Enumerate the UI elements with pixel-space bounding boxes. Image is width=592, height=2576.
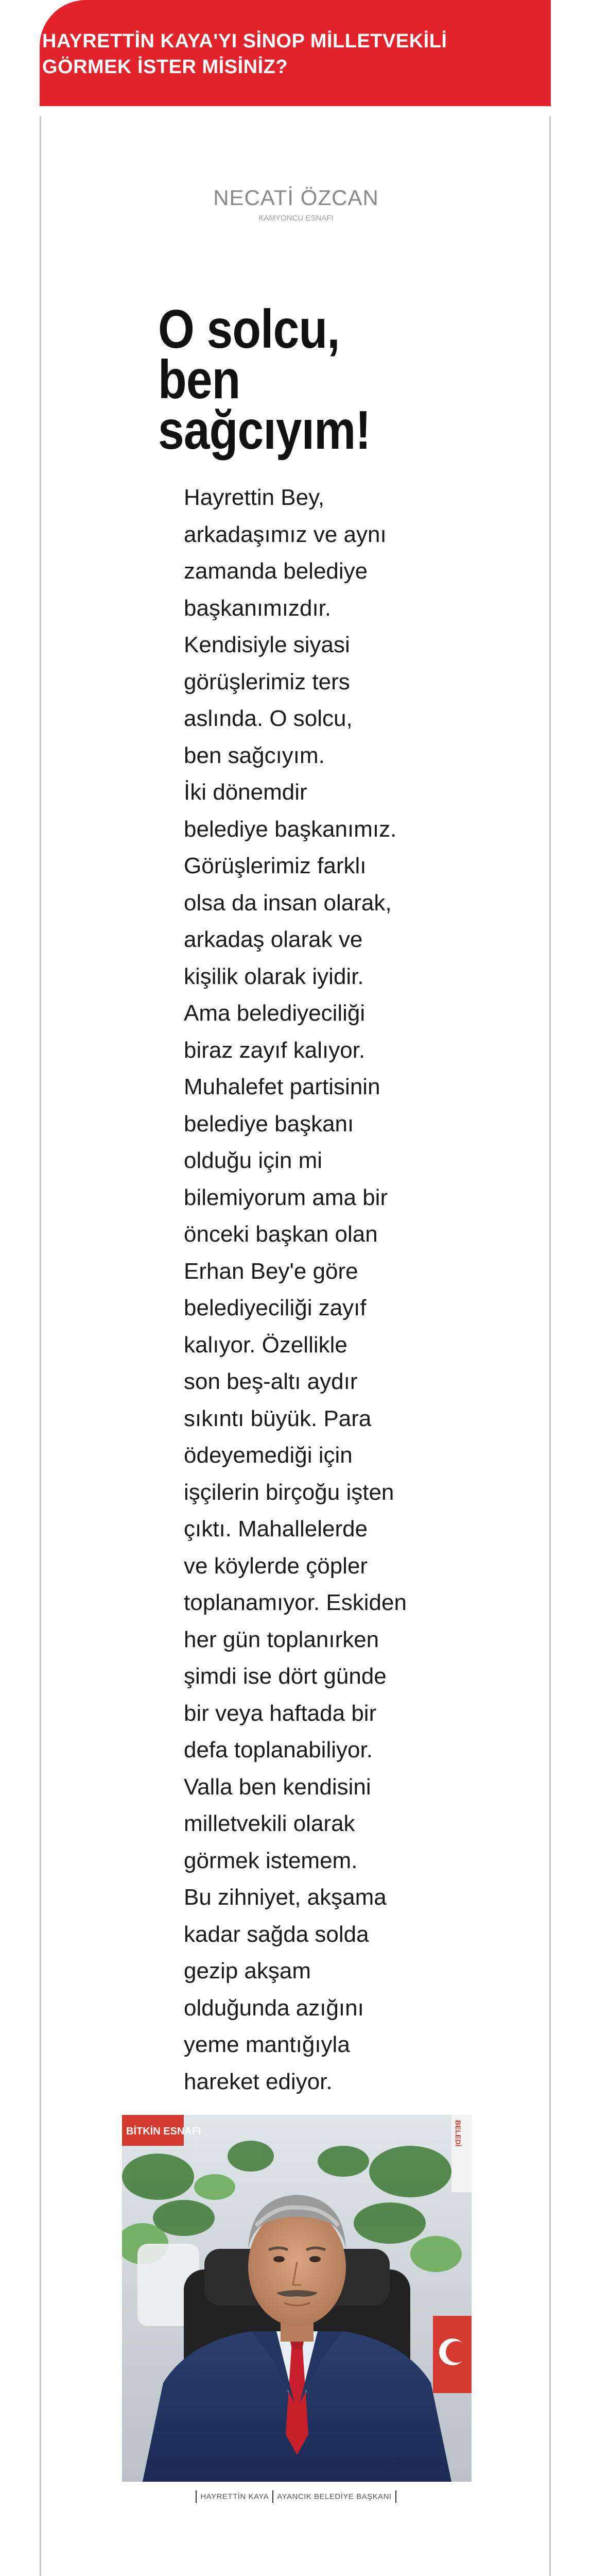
article-body-line: her gün toplanırken — [184, 1626, 379, 1652]
article-body-line: yeme mantığıyla — [184, 2032, 350, 2057]
article-body-line: şimdi ise dört günde — [184, 1664, 387, 1689]
article-body-line: çıktı. Mahallelerde — [184, 1516, 368, 1541]
article-headline — [158, 299, 388, 461]
banner-title-line-2: GÖRMEK İSTER MİSİNİZ? — [42, 56, 288, 78]
article-body-line: aslında. O solcu, — [184, 706, 353, 731]
article-body-line: son beş-altı aydır — [184, 1369, 358, 1394]
author-role: KAMYONCU ESNAFI — [258, 214, 334, 223]
article-body-line: ve köylerde çöpler — [184, 1553, 368, 1579]
article-body — [184, 479, 410, 2100]
article-body-line: ben sağcıyım. — [184, 742, 325, 768]
banner-title — [42, 28, 475, 80]
article-body-line: belediye başkanı — [184, 1111, 354, 1137]
article-body-line: defa toplanabiliyor. — [184, 1737, 373, 1762]
article-body-line: kişilik olarak iyidir. — [184, 963, 364, 989]
article-body-line: Hayrettin Bey, — [184, 485, 325, 510]
article-body-line: kadar sağda solda — [184, 1921, 369, 1947]
author-name: NECATİ ÖZCAN — [213, 185, 379, 210]
article-body-line: toplanamıyor. Eskiden — [184, 1590, 407, 1615]
article-body-line: olsa da insan olarak, — [184, 890, 392, 916]
sign-right-text: BELEDİ — [454, 2120, 462, 2147]
sign-left-text: BİTKİN ESNAFI — [126, 2126, 201, 2137]
caption-name: HAYRETTİN KAYA — [200, 2492, 269, 2501]
caption-divider — [272, 2490, 273, 2503]
headline-line-2: ben — [158, 349, 240, 410]
article-body-line: olduğunda azığını — [184, 1995, 364, 2021]
article-body-line: arkadaşımız ve aynı — [184, 521, 387, 547]
article-body-line: zamanda belediye — [184, 558, 368, 584]
headline-line-3: sağcıyım! — [158, 400, 371, 461]
article-body-line: başkanımızdır. — [184, 595, 332, 621]
article-body-line: Muhalefet partisinin — [184, 1074, 380, 1099]
article-body-line: ödeyemediği için — [184, 1443, 353, 1468]
caption-divider — [395, 2490, 396, 2503]
article-body-line: bilemiyorum ama bir — [184, 1184, 388, 1210]
article-body-line: önceki başkan olan — [184, 1222, 378, 1247]
caption-title: AYANCIK BELEDİYE BAŞKANI — [277, 2492, 392, 2501]
article-body-line: gezip akşam — [184, 1958, 311, 1984]
article-body-line: Erhan Bey'e göre — [184, 1258, 358, 1284]
article-body-line: milletvekili olarak — [184, 1811, 355, 1836]
headline-line-1: O solcu, — [158, 299, 340, 360]
article-body-line: olduğu için mi — [184, 1148, 323, 1173]
article-body-line: görüşlerimiz ters — [184, 669, 350, 694]
article-body-line: görmek istemem. — [184, 1848, 358, 1873]
caption-divider — [196, 2490, 197, 2503]
left-frame-border — [40, 116, 41, 2576]
article-body-line: Bu zihniyet, akşama — [184, 1885, 387, 1910]
article-body-line: sıkıntı büyük. Para — [184, 1405, 372, 1431]
right-frame-border — [549, 116, 551, 2576]
article-body-line: Görüşlerimiz farklı — [184, 853, 367, 878]
article-body-line: işçilerin birçoğu işten — [184, 1479, 394, 1505]
article-body-line: Ama belediyeciliği — [184, 1001, 365, 1026]
photo-caption — [0, 2490, 592, 2503]
portrait-photo — [122, 2115, 472, 2482]
article-body-line: bir veya haftada bir — [184, 1700, 377, 1726]
article-body-line: arkadaş olarak ve — [184, 927, 363, 952]
article-body-line: hareket ediyor. — [184, 2069, 333, 2094]
article-body-line: biraz zayıf kalıyor. — [184, 1037, 365, 1063]
article-body-line: İki dönemdir — [184, 779, 307, 805]
article-body-line: belediye başkanımız. — [184, 816, 397, 842]
article-body-line: belediyeciliği zayıf — [184, 1295, 367, 1320]
article-body-line: kalıyor. Özellikle — [184, 1332, 347, 1358]
article-body-line: Kendisiyle siyasi — [184, 632, 350, 657]
article-body-line: Valla ben kendisini — [184, 1774, 371, 1800]
banner-title-line-1: HAYRETTİN KAYA'YI SİNOP MİLLETVEKİLİ — [42, 30, 447, 52]
